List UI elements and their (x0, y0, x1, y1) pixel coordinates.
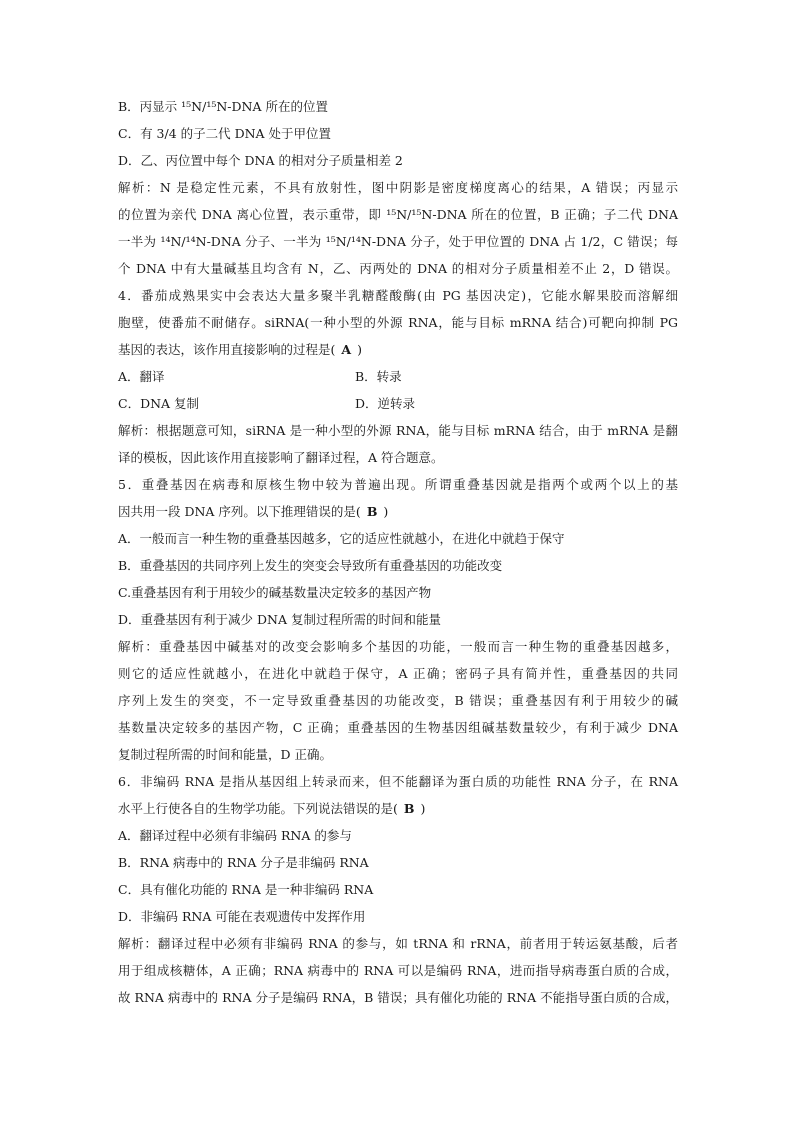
question-stem-line: 5．重叠基因在病毒和原核生物中较为普遍出现。所谓重叠基因就是指两个或两个以上的基 (118, 477, 678, 492)
analysis-line: 个 DNA 中有大量碱基且均含有 N，乙、丙两处的 DNA 的相对分子质量相差不止 2，D 错误。 (118, 261, 678, 276)
analysis-line: 序列上发生的突变，不一定导致重叠基因的功能改变，B 错误；重叠基因有利于用较少的碱 (118, 693, 678, 708)
stem-text: 基因的表达，该作用直接影响的过程是( (118, 342, 336, 357)
question-4 (118, 282, 678, 471)
question-stem-line (118, 498, 678, 525)
question-stem-line: 4．番茄成熟果实中会表达大量多聚半乳糖醛酸酶(由 PG 基因决定)，它能水解果胶而溶解细 (118, 288, 678, 303)
question-6 (118, 768, 678, 1011)
analysis-line: 基数量决定较多的基因产物，C 正确；重叠基因的生物基因组碱基数量较少，有利于减少 DNA (118, 720, 678, 735)
answer-letter: A (341, 342, 352, 357)
question-stem-line (118, 336, 678, 363)
option-a: A．翻译 (118, 369, 165, 384)
analysis-line: 译的模板，因此该作用直接影响了翻译过程，A 符合题意。 (118, 450, 444, 465)
analysis-line: 用于组成核糖体，A 正确；RNA 病毒中的 RNA 可以是编码 RNA，进而指导病毒蛋白质的合成， (118, 963, 678, 978)
question-5 (118, 471, 678, 768)
options-row (118, 390, 678, 417)
analysis-line: 则它的适应性就越小，在进化中就趋于保守，A 正确；密码子具有简并性，重叠基因的共同 (118, 666, 678, 681)
option-c: C.重叠基因有利于用较少的碱基数量决定较多的基因产物 (118, 585, 432, 600)
analysis-line: 的位置为亲代 DNA 离心位置，表示重带，即 ¹⁵N/¹⁵N-DNA 所在的位置，B 正确；子二代 DNA (118, 207, 678, 222)
option-d: D．重叠基因有利于减少 DNA 复制过程所需的时间和能量 (118, 612, 441, 627)
question-stem-line: 胞壁，使番茄不耐储存。siRNA(一种小型的外源 RNA，能与目标 mRNA 结合)可靶向抑制 PG (118, 315, 678, 330)
option-b: B．RNA 病毒中的 RNA 分子是非编码 RNA (118, 855, 369, 870)
question-stem-line (118, 795, 678, 822)
stem-text: 因共用一段 DNA 序列。以下推理错误的是( (118, 504, 361, 519)
option-b: B．转录 (355, 369, 402, 384)
option-a: A．一般而言一种生物的重叠基因越多，它的适应性就越小，在进化中就趋于保守 (118, 531, 565, 546)
stem-text: 水平上行使各自的生物学功能。下列说法错误的是( (118, 801, 398, 816)
analysis-line: 复制过程所需的时间和能量，D 正确。 (118, 747, 332, 762)
option-d: D．非编码 RNA 可能在表观遗传中发挥作用 (118, 909, 366, 924)
analysis-line: 解析：N 是稳定性元素，不具有放射性，图中阴影是密度梯度离心的结果，A 错误；丙显示 (118, 180, 678, 195)
stem-close: ) (383, 504, 389, 519)
analysis-line: 一半为 ¹⁴N/¹⁴N-DNA 分子、一半为 ¹⁵N/¹⁴N-DNA 分子，处于甲位置的 DNA 占 1/2，C 错误；每 (118, 234, 678, 249)
option-c: C．DNA 复制 (118, 396, 200, 411)
analysis-line: 解析：重叠基因中碱基对的改变会影响多个基因的功能，一般而言一种生物的重叠基因越多， (118, 639, 678, 654)
option-c: C．有 3/4 的子二代 DNA 处于甲位置 (118, 126, 332, 141)
option-c: C．具有催化功能的 RNA 是一种非编码 RNA (118, 882, 374, 897)
option-d: D．乙、丙位置中每个 DNA 的相对分子质量相差 2 (118, 153, 403, 168)
answer-letter: B (366, 504, 378, 519)
option-b: B．重叠基因的共同序列上发生的突变会导致所有重叠基因的功能改变 (118, 558, 503, 573)
question-3-tail (118, 93, 678, 282)
document-page (118, 93, 678, 1011)
option-a: A．翻译过程中必须有非编码 RNA 的参与 (118, 828, 352, 843)
stem-close: ) (357, 342, 362, 357)
analysis-line: 解析：根据题意可知，siRNA 是一种小型的外源 RNA，能与目标 mRNA 结合，由于 mRNA 是翻 (118, 423, 678, 438)
analysis-line: 故 RNA 病毒中的 RNA 分子是编码 RNA，B 错误；具有催化功能的 RNA 不能指导蛋白质的合成， (118, 990, 678, 1005)
option-b: B．丙显示 ¹⁵N/¹⁵N-DNA 所在的位置 (118, 99, 328, 114)
analysis-line: 解析：翻译过程中必须有非编码 RNA 的参与，如 tRNA 和 rRNA，前者用于转运氨基酸，后者 (118, 936, 678, 951)
answer-letter: B (403, 801, 415, 816)
option-d: D．逆转录 (355, 396, 416, 411)
question-stem-line: 6．非编码 RNA 是指从基因组上转录而来，但不能翻译为蛋白质的功能性 RNA 分子，在 RNA (118, 774, 678, 789)
options-row (118, 363, 678, 390)
stem-close: ) (420, 801, 426, 816)
